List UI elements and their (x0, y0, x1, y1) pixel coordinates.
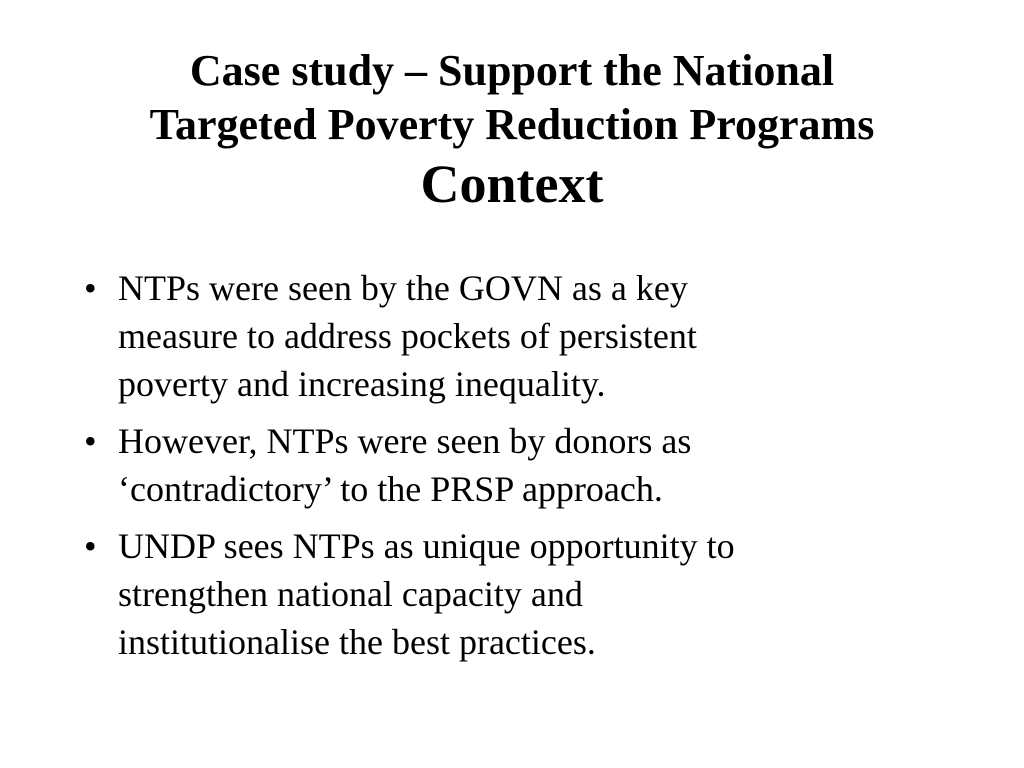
bullet-marker: • (84, 421, 97, 461)
bullet-text-line: ‘contradictory’ to the PRSP approach. (118, 469, 663, 509)
bullet-list (80, 264, 980, 675)
bullet-text-line: poverty and increasing inequality. (118, 364, 606, 404)
bullet-text-line: measure to address pockets of persistent (118, 316, 697, 356)
bullet-text-line: UNDP sees NTPs as unique opportunity to (118, 526, 735, 566)
title-line-2: Targeted Poverty Reduction Programs (149, 100, 875, 149)
bullet-item-1 (80, 264, 980, 408)
bullet-text-line: strengthen national capacity and (118, 574, 583, 614)
title-line-1: Case study – Support the National (189, 46, 835, 95)
slide-subtitle: Context (420, 154, 604, 214)
bullet-item-2 (80, 417, 980, 513)
slide-title (40, 44, 984, 216)
bullet-marker: • (84, 526, 97, 566)
bullet-marker: • (84, 268, 97, 308)
bullet-text-line: However, NTPs were seen by donors as (118, 421, 692, 461)
bullet-item-3 (80, 522, 980, 666)
bullet-text-line: NTPs were seen by the GOVN as a key (118, 268, 688, 308)
bullet-text-line: institutionalise the best practices. (118, 622, 596, 662)
